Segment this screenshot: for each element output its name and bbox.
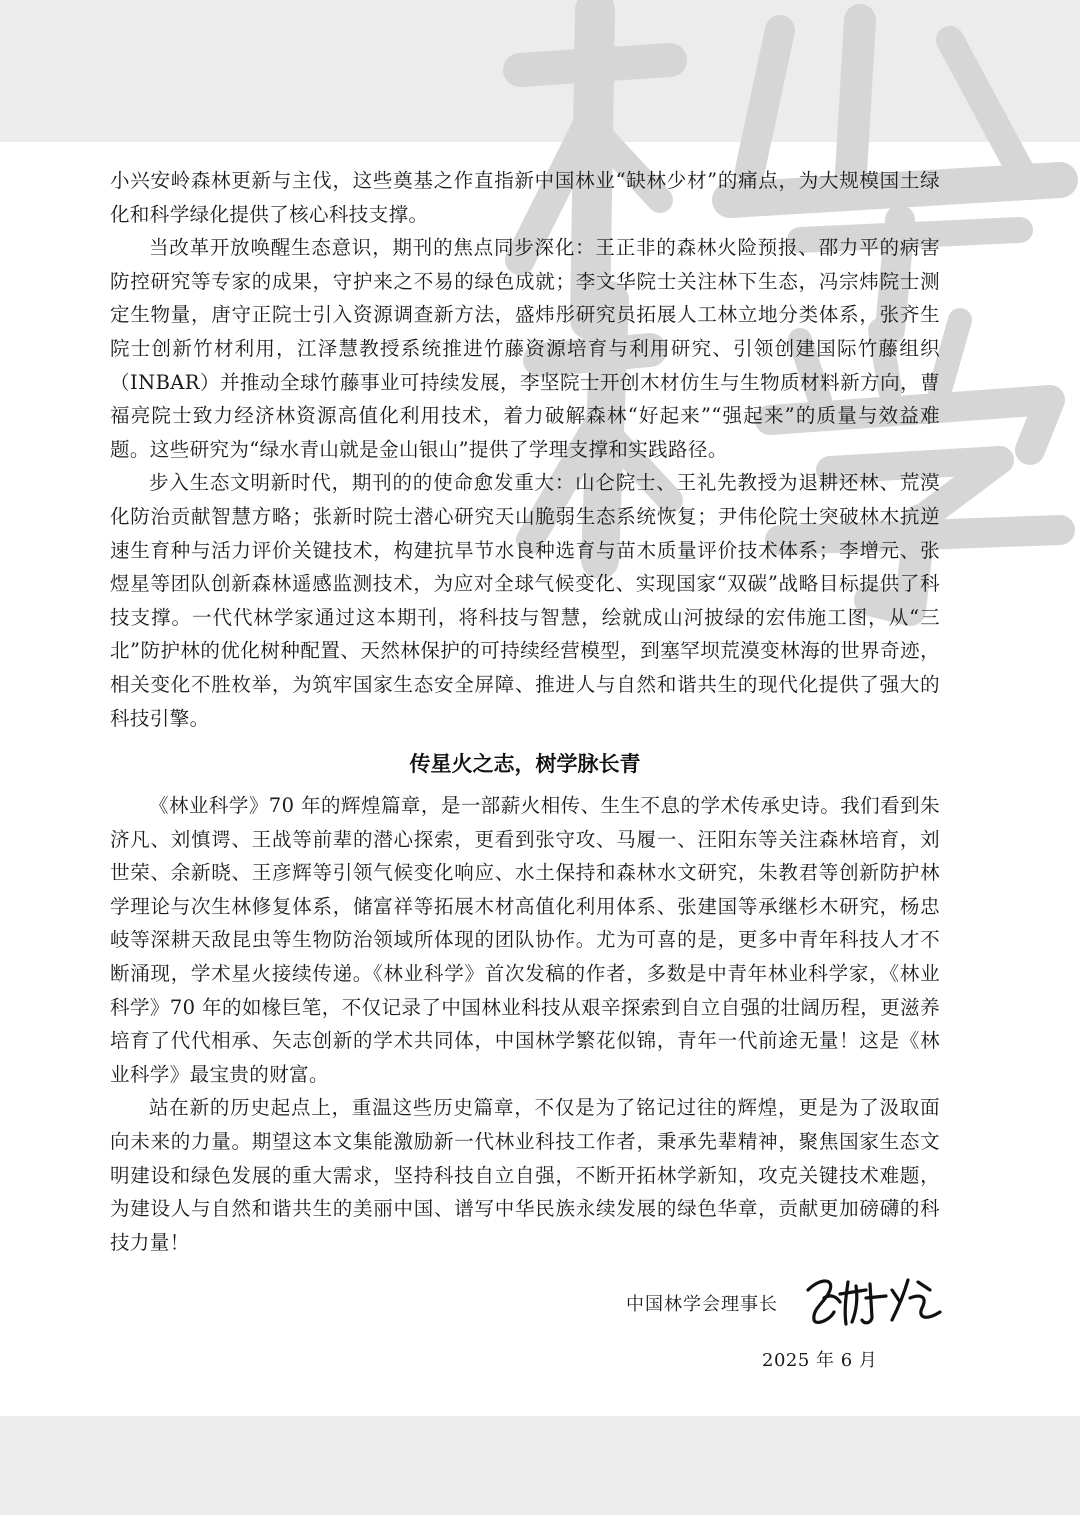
header-band bbox=[0, 0, 1080, 142]
paragraph: 站在新的历史起点上，重温这些历史篇章，不仅是为了铭记过往的辉煌，更是为了汲取面向未来的力量。期望这本文集能激励新一代林业科技工作者，秉承先辈精神，聚焦国家生态文明建设和绿色发展的重大需求，坚持科技自立自强，不断开拓林学新知，攻克关键技术难题，为建设人与自然和谐共生的美丽中国、谱写中华民族永续发展的绿色华章，贡献更加磅礴的科技力量！ bbox=[110, 1096, 940, 1254]
section-heading: 传星火之志，树学脉长青 bbox=[409, 752, 641, 777]
signatory-title: 中国林学会理事长 bbox=[626, 1294, 778, 1315]
signature-block bbox=[600, 1268, 960, 1328]
handwritten-signature bbox=[800, 1268, 950, 1328]
date-line: 2025 年 6 月 bbox=[762, 1350, 878, 1371]
paragraph: 当改革开放唤醒生态意识，期刊的焦点同步深化：王正非的森林火险预报、邵力平的病害防控研究等专家的成果，守护来之不易的绿色成就；李文华院士关注林下生态，冯宗炜院士测定生物量，唐守正院士引入资源调查新方法，盛炜彤研究员拓展人工林立地分类体系，张齐生院士创新竹材利用，江泽慧教授系统推进竹藤资源培育与利用研究、引领创建国际竹藤组织（INBAR）并推动全球竹藤事业可持续发展，李坚院士开创木材仿生与生物质材料新方向，曹福亮院士致力经济林资源高值化利用技术，着力破解森林“好起来”“强起来”的质量与效益难题。这些研究为“绿水青山就是金山银山”提供了学理支撑和实践路径。 bbox=[110, 236, 940, 461]
article-body bbox=[110, 164, 940, 1259]
paragraph: 小兴安岭森林更新与主伐，这些奠基之作直指新中国林业“缺林少材”的痛点，为大规模国土绿化和科学绿化提供了核心科技支撑。 bbox=[110, 169, 940, 226]
footer-band bbox=[0, 1416, 1080, 1515]
paragraph: 《林业科学》70 年的辉煌篇章，是一部薪火相传、生生不息的学术传承史诗。我们看到朱济凡、刘慎谔、王战等前辈的潜心探索，更看到张守攻、马履一、汪阳东等关注森林培育，刘世荣、余新晓、王彦辉等引领气候变化响应、水土保持和森林水文研究，朱教君等创新防护林学理论与次生林修复体系，储富祥等拓展木材高值化利用体系、张建国等承继杉木研究，杨忠岐等深耕天敌昆虫等生物防治领域所体现的团队协作。尤为可喜的是，更多中青年科技人才不断涌现，学术星火接续传递。《林业科学》首次发稿的作者，多数是中青年林业科学家，《林业科学》70 年的如椽巨笔，不仅记录了中国林业科技从艰辛探索到自立自强的壮阔历程，更滋养培育了代代相承、矢志创新的学术共同体，中国林学繁花似锦，青年一代前途无量！这是《林业科学》最宝贵的财富。 bbox=[110, 794, 940, 1086]
paragraph: 步入生态文明新时代，期刊的的使命愈发重大：山仑院士、王礼先教授为退耕还林、荒漠化防治贡献智慧方略；张新时院士潜心研究天山脆弱生态系统恢复；尹伟伦院士突破林木抗逆速生育种与活力评价关键技术，构建抗旱节水良种选育与苗木质量评价技术体系；李增元、张煜星等团队创新森林遥感监测技术，为应对全球气候变化、实现国家“双碳”战略目标提供了科技支撑。一代代林学家通过这本期刊，将科技与智慧，绘就成山河披绿的宏伟施工图，从“三北”防护林的优化树种配置、天然林保护的可持续经营模型，到塞罕坝荒漠变林海的世界奇迹，相关变化不胜枚举，为筑牢国家生态安全屏障、推进人与自然和谐共生的现代化提供了强大的科技引擎。 bbox=[110, 471, 940, 730]
